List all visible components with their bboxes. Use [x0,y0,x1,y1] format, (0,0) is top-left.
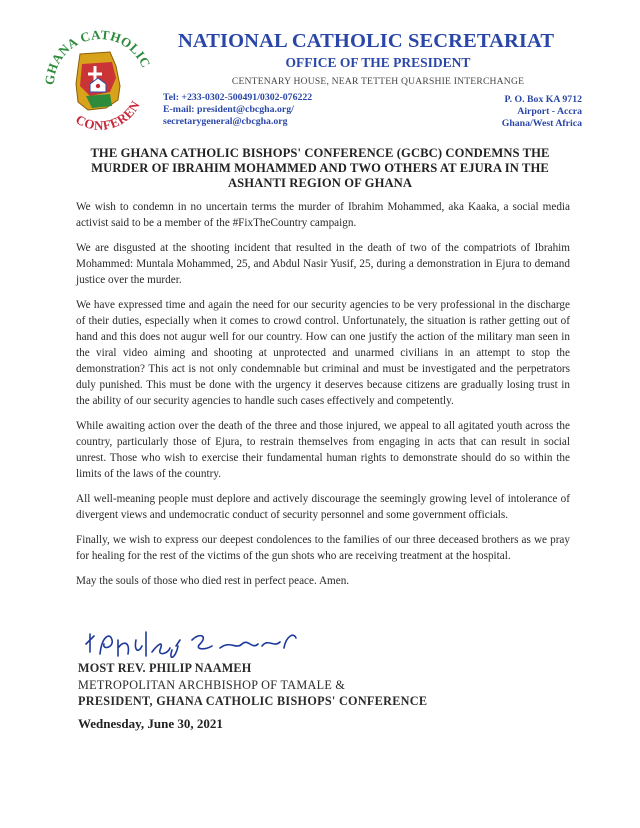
gcbc-seal-icon [40,26,160,138]
svg-text:GHANA CATHOLIC BISHOPS': GHANA CATHOLIC [41,26,154,86]
paragraph: All well-meaning people must deplore and actively discourage the seemingly growing level of intolerance of divergent views and undemocratic conduct of security personnel and some government officials. [76,493,570,521]
signature-block [78,660,558,710]
organization-name: NATIONAL CATHOLIC SECRETARIAT [178,30,555,52]
signatory-name: MOST REV. PHILIP NAAMEH [78,661,252,675]
address-line: CENTENARY HOUSE, NEAR TETTEH QUARSHIE INTERCHANGE [231,76,525,87]
email-secretary: secretarygeneral@cbcgha.org [163,116,288,127]
city: Airport - Accra [517,106,582,117]
paragraph: We wish to condemn in no uncertain terms the murder of Ibrahim Mohammed, aka Kaaka, a social media activist said to be a member of the #FixTheCountry campaign. [76,201,570,229]
paragraph: May the souls of those who died rest in perfect peace. Amen. [76,575,350,587]
statement-title: THE GHANA CATHOLIC BISHOPS' CONFERENCE (GCBC) CONDEMNS THE MURDER OF IBRAHIM MOHAMMED AND TWO OTHERS AT EJURA IN THE ASHANTI REGION OF GHANA [90,146,550,190]
paragraph: While awaiting action over the death of the three and those injured, we appeal to all agitated youth across the country, particularly those of Ejura, to restrain themselves from engaging in acts that can result in social unrest. Those who wish to exercise their fundamental human rights to demonstrate should do so within the limits of the laws of the country. [76,420,570,480]
paragraph: We are disgusted at the shooting incident that resulted in the death of two of the compatriots of Ibrahim Mohammed: Muntala Mohammed, 25, and Abdul Nasir Yusif, 25, during a demonstration in Ejura to demand justice over the murder. [76,242,570,286]
telephone: Tel: +233-0302-500491/0302-076222 [163,92,313,103]
signatory-title: METROPOLITAN ARCHBISHOP OF TAMALE & [78,677,346,692]
paragraph: Finally, we wish to express our deepest condolences to the families of our three deceased brothers as we pray for healing for the rest of the victims of the gun shots who are receiving treatment at the hospital. [76,534,570,562]
contact-details [163,92,312,128]
office-name: OFFICE OF THE PRESIDENT [285,55,471,70]
signatory-position: PRESIDENT, GHANA CATHOLIC BISHOPS' CONFERENCE [78,694,428,708]
country: Ghana/West Africa [501,118,582,129]
email-president: E-mail: president@cbcgha.org/ [163,104,294,115]
statement-body [76,199,570,598]
gcbc-logo [40,26,160,138]
postal-address [502,94,582,130]
svg-text:CONFERENCE: CONFEREN [73,97,143,133]
statement-date: Wednesday, June 30, 2021 [78,716,223,731]
po-box: P. O. Box KA 9712 [504,94,582,105]
paragraph: We have expressed time and again the need for our security agencies to be very professional in the discharge of their duties, especially when it comes to crowd control. Unfortunately, the situation is rather getting out of hand and this does not augur well for our country. How can one justify the action of the military man seen in the viral video aiming and shooting at unprotected and unarmed civilians in an attempt to stop the demonstration? This act is not only condemnable but criminal and must be investigated and the perpetrators duly punished. This must be done with the urgency it deserves because citizens are gradually losing trust in the ability of our security agencies to handle such cases effectively and competently. [76,299,570,407]
